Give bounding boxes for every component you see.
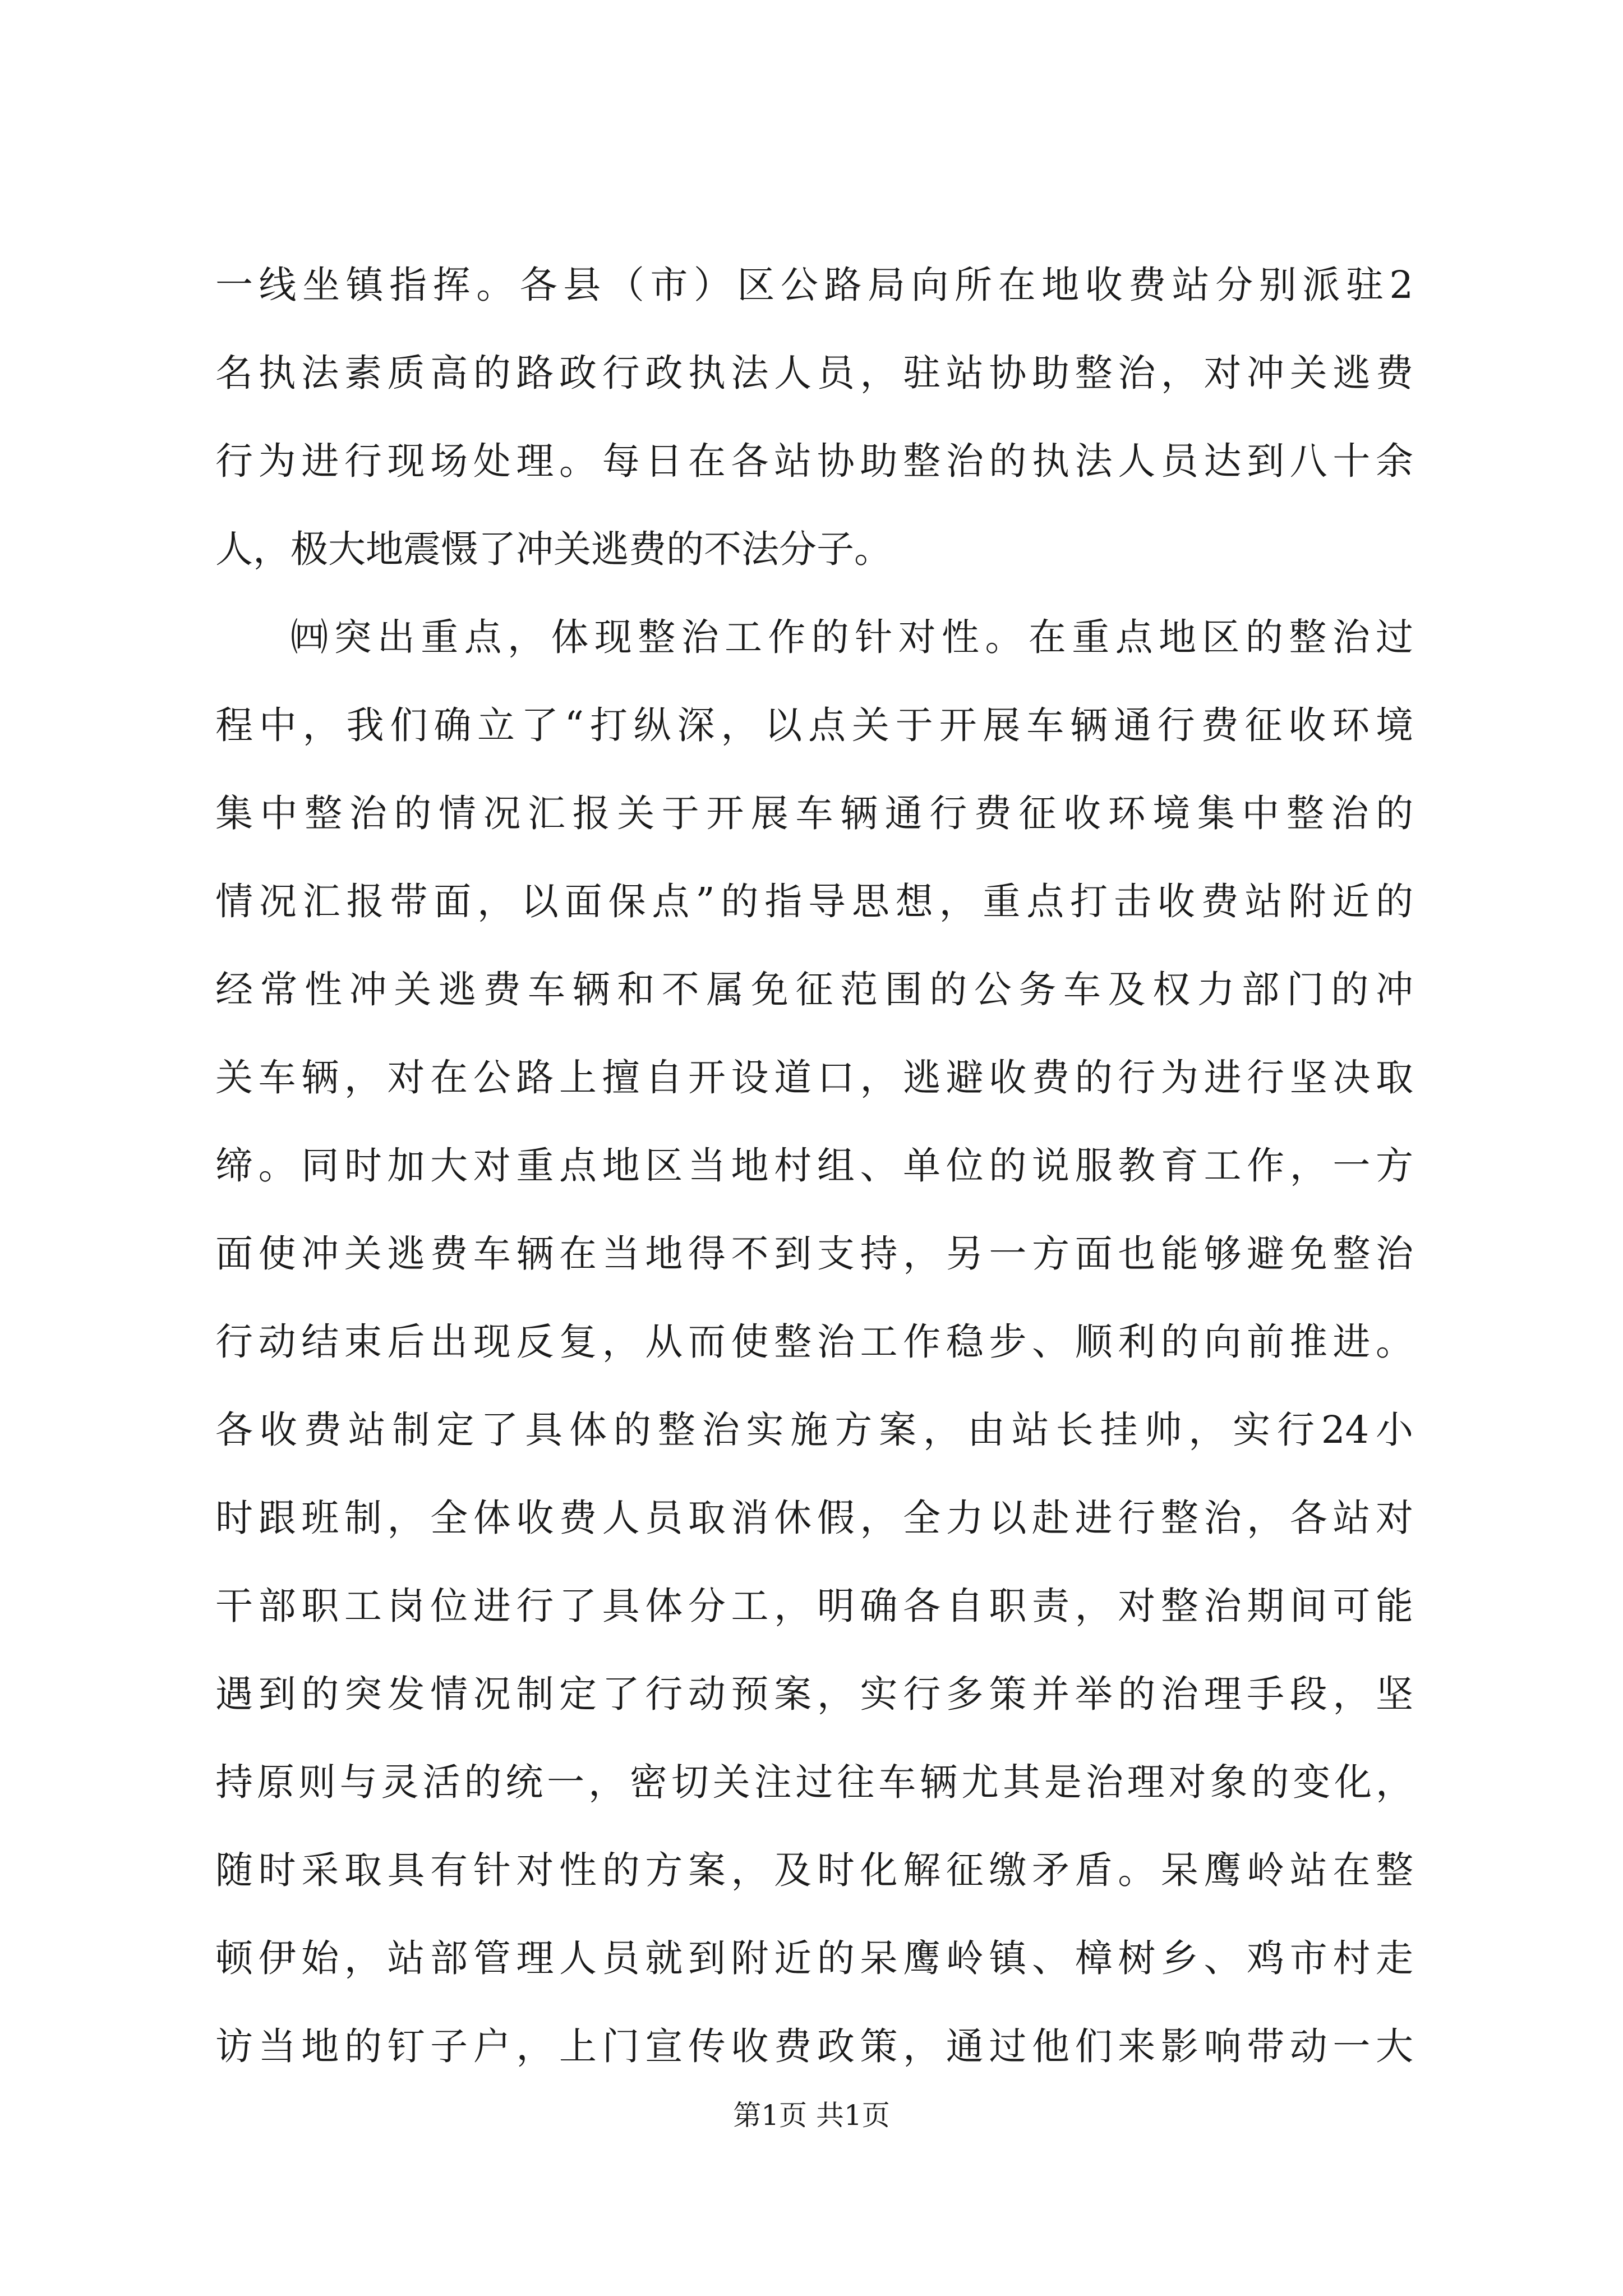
text-line: 缔。同时加大对重点地区当地村组、单位的说服教育工作，一方 xyxy=(215,1144,1413,1188)
text-line: 遇到的突发情况制定了行动预案，实行多策并举的治理手段，坚 xyxy=(215,1672,1413,1716)
text-line: 持原则与灵活的统一，密切关注过往车辆尤其是治理对象的变化， xyxy=(215,1760,1413,1804)
text-line: 随时采取具有针对性的方案，及时化解征缴矛盾。呆鹰岭站在整 xyxy=(215,1848,1413,1892)
page-number-footer: 第1页 共1页 xyxy=(733,2099,890,2132)
text-line: 行动结束后出现反复，从而使整治工作稳步、顺利的向前推进。 xyxy=(215,1320,1413,1364)
text-line: 名执法素质高的路政行政执法人员，驻站协助整治，对冲关逃费 xyxy=(215,351,1413,395)
text-line: 面使冲关逃费车辆在当地得不到支持，另一方面也能够避免整治 xyxy=(215,1232,1413,1276)
text-line: ㈣突出重点，体现整治工作的针对性。在重点地区的整治过 xyxy=(291,615,1413,659)
text-line: 经常性冲关逃费车辆和不属免征范围的公务车及权力部门的冲 xyxy=(215,968,1413,1011)
text-line: 各收费站制定了具体的整治实施方案，由站长挂帅，实行24小 xyxy=(215,1408,1413,1452)
text-line: 人，极大地震慑了冲关逃费的不法分子。 xyxy=(215,527,892,571)
text-line: 时跟班制，全体收费人员取消休假，全力以赴进行整治，各站对 xyxy=(215,1496,1413,1540)
body-text xyxy=(215,241,1413,2091)
text-line: 程中，我们确立了“打纵深，以点关于开展车辆通行费征收环境 xyxy=(215,703,1413,747)
text-line: 访当地的钉子户，上门宣传收费政策，通过他们来影响带动一大 xyxy=(215,2024,1413,2068)
text-line: 一线坐镇指挥。各县（市）区公路局向所在地收费站分别派驻2 xyxy=(215,263,1413,307)
text-line: 集中整治的情况汇报关于开展车辆通行费征收环境集中整治的 xyxy=(215,792,1413,835)
text-line: 情况汇报带面，以面保点”的指导思想，重点打击收费站附近的 xyxy=(215,880,1413,923)
text-line: 关车辆，对在公路上擅自开设道口，逃避收费的行为进行坚决取 xyxy=(215,1056,1413,1099)
text-line: 干部职工岗位进行了具体分工，明确各自职责，对整治期间可能 xyxy=(215,1584,1413,1628)
text-line: 顿伊始，站部管理人员就到附近的呆鹰岭镇、樟树乡、鸡市村走 xyxy=(215,1936,1413,1980)
text-line: 行为进行现场处理。每日在各站协助整治的执法人员达到八十余 xyxy=(215,439,1413,483)
